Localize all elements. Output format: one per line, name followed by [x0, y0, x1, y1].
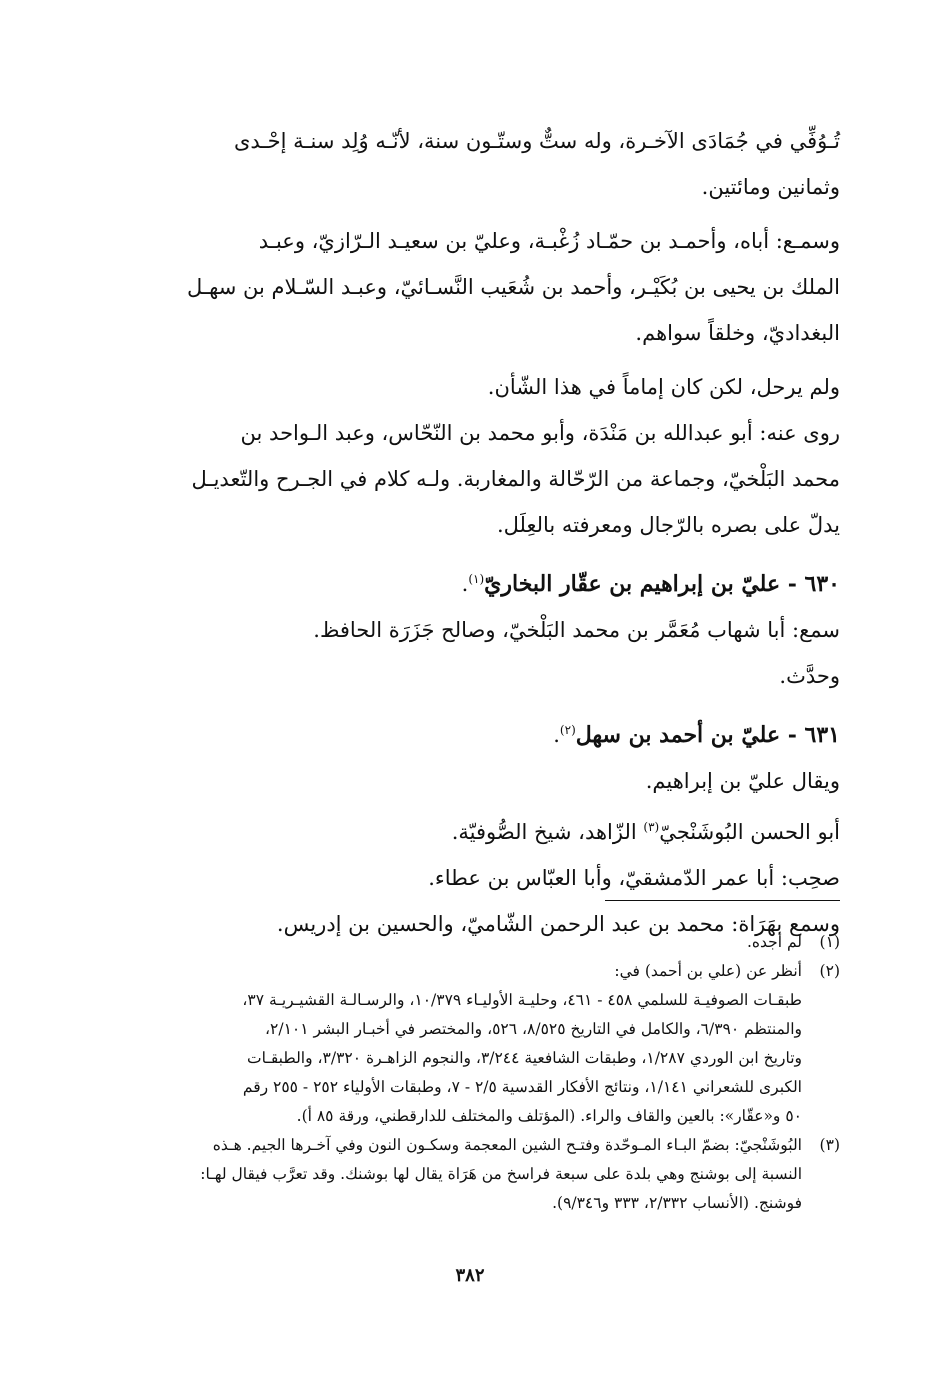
- text-line: وثمانين ومائتين.: [701, 175, 840, 199]
- footnote-1: [100, 928, 840, 957]
- footnote-body: [100, 1131, 802, 1218]
- text-line: تُـوُفِّي في جُمَادَى الآخـرة، وله ستٌّ وستّـون سنة، لأنّـه وُلِد سنـة إحْـدى: [233, 129, 840, 153]
- paragraph-narrated-by: [100, 410, 840, 548]
- heading-end: .: [553, 723, 560, 747]
- text-line: البغداديّ، وخلقاً سواهم.: [635, 321, 840, 345]
- entry-heading-line: [100, 556, 840, 607]
- paragraph-travel: [100, 364, 840, 410]
- footnote-line: طبقـات الصوفيـة للسلمي ٤٥٨ - ٤٦١، وحليـة الأوليـاء ١٠/٣٧٩، والرسـالـة القشيـريـة ٣٧،: [242, 991, 802, 1009]
- footnote-line: فوشنج. (الأنساب ٢/٣٣٢، ٣٣٣ و٩/٣٤٦).: [552, 1194, 802, 1212]
- entry-line: وحدَّث.: [779, 664, 840, 688]
- text-line: يدلّ على بصره بالرّجال ومعرفته بالعِلَل.: [496, 513, 840, 537]
- footnote-3: [100, 1131, 840, 1218]
- entry-line: [100, 804, 840, 855]
- entry-line: صحِب: أبا عمر الدّمشقيّ، وأبا العبّاس بن عطاء.: [428, 866, 840, 890]
- footnote-line: والمنتظم ٦/٣٩٠، والكامل في التاريخ ٨/٥٢٥، ٥٢٦، والمختصر في أخبـار البشر ٢/١٠١،: [265, 1020, 802, 1038]
- footnote-ref[interactable]: (٢): [559, 723, 576, 737]
- footnotes: [100, 928, 840, 1218]
- main-text: [100, 118, 840, 947]
- paragraph-heard-from: [100, 218, 840, 356]
- text-line: الملك بن يحيى بن بُكَيْـر، وأحمد بن شُعَيب النَّسـائيّ، وعبـد السّـلام بن سهـل: [187, 275, 840, 299]
- paragraph-death: [100, 118, 840, 210]
- page-number: ٣٨٢: [455, 1265, 485, 1286]
- footnote-line: ٥٠ و«عقّار»: بالعين والقاف والراء. (المؤتلف والمختلف للدارقطني، ورقة ٨٥ أ).: [296, 1107, 802, 1125]
- footnote-number: (١): [819, 933, 840, 951]
- footnote-2: [100, 957, 840, 1131]
- text-line: محمد البَلْخيّ، وجماعة من الرّحّالة والمغاربة. ولـه كلام في الجـرح والتّعديـل: [191, 467, 840, 491]
- text-line: ولم يرحل، لكن كان إماماً في هذا الشّأن.: [487, 375, 840, 399]
- entry-heading-line: [100, 707, 840, 758]
- footnote-line: وتاريخ ابن الوردي ١/٢٨٧، وطبقات الشافعية ٣/٢٤٤، والنجوم الزاهـرة ٣/٣٢٠، والطبقـات: [246, 1049, 802, 1067]
- entry-line-start: أبو الحسن البُوشَنْجيّ: [659, 820, 840, 844]
- footnote-body: [100, 957, 802, 1131]
- footnote-body: [100, 928, 802, 957]
- footnote-line: لم أجده.: [746, 933, 802, 951]
- footnote-number: (٣): [819, 1136, 840, 1154]
- text-line: روى عنه: أبو عبدالله بن مَنْدَة، وأبو محمد بن النّحّاس، وعبد الـواحد بن: [240, 421, 840, 445]
- footnote-ref[interactable]: (١): [468, 572, 485, 586]
- text-line: وسمـع: أباه، وأحمـد بن حمّـاد زُغْبـة، وعليّ بن سعيـد الـرّازيّ، وعبـد: [258, 229, 840, 253]
- footnote-line: أنظر عن (علي بن أحمد) في:: [614, 962, 802, 980]
- entry-line: سمع: أبا شهاب مُعَمَّر بن محمد البَلْخيّ، وصالح جَزَرَة الحافظ.: [313, 618, 840, 642]
- entry-630: [100, 556, 840, 699]
- entry-line: ويقال عليّ بن إبراهيم.: [645, 769, 840, 793]
- footnote-number: (٢): [819, 962, 840, 980]
- entry-line: وسمع بهَرَاة: محمد بن عبد الرحمن الشّاميّ، والحسين بن إدريس.: [276, 912, 840, 936]
- footnote-line: الكبرى للشعراني ١/١٤١، ونتائج الأفكار القدسية ٢/٥ - ٧، وطبقات الأولياء ٢٥٢ - ٢٥٥ رقم: [242, 1078, 802, 1096]
- footnote-line: النسبة إلى بوشنج وهي بلدة على سبعة فراسخ من هَرَاة يقال لها بوشنك. وقد تعرَّب فيقال لهـا:: [200, 1165, 802, 1183]
- footnote-ref[interactable]: (٣): [643, 820, 660, 834]
- entry-line-end: الزّاهد، شيخ الصُّوفيّة.: [451, 820, 644, 844]
- footnote-line: البُوشَنْجيّ: بضمّ البـاء المـوحّدة وفتـح الشين المعجمة وسكـون النون وفي آخـرها الجيم. هـذه: [212, 1136, 802, 1154]
- entry-heading: ٦٣٠ - عليّ بن إبراهيم بن عقّار البخاريّ: [484, 571, 840, 597]
- entry-631: [100, 707, 840, 947]
- footnote-divider: [605, 900, 840, 901]
- heading-end: .: [461, 572, 469, 596]
- entry-heading: ٦٣١ - عليّ بن أحمد بن سهل: [575, 722, 840, 748]
